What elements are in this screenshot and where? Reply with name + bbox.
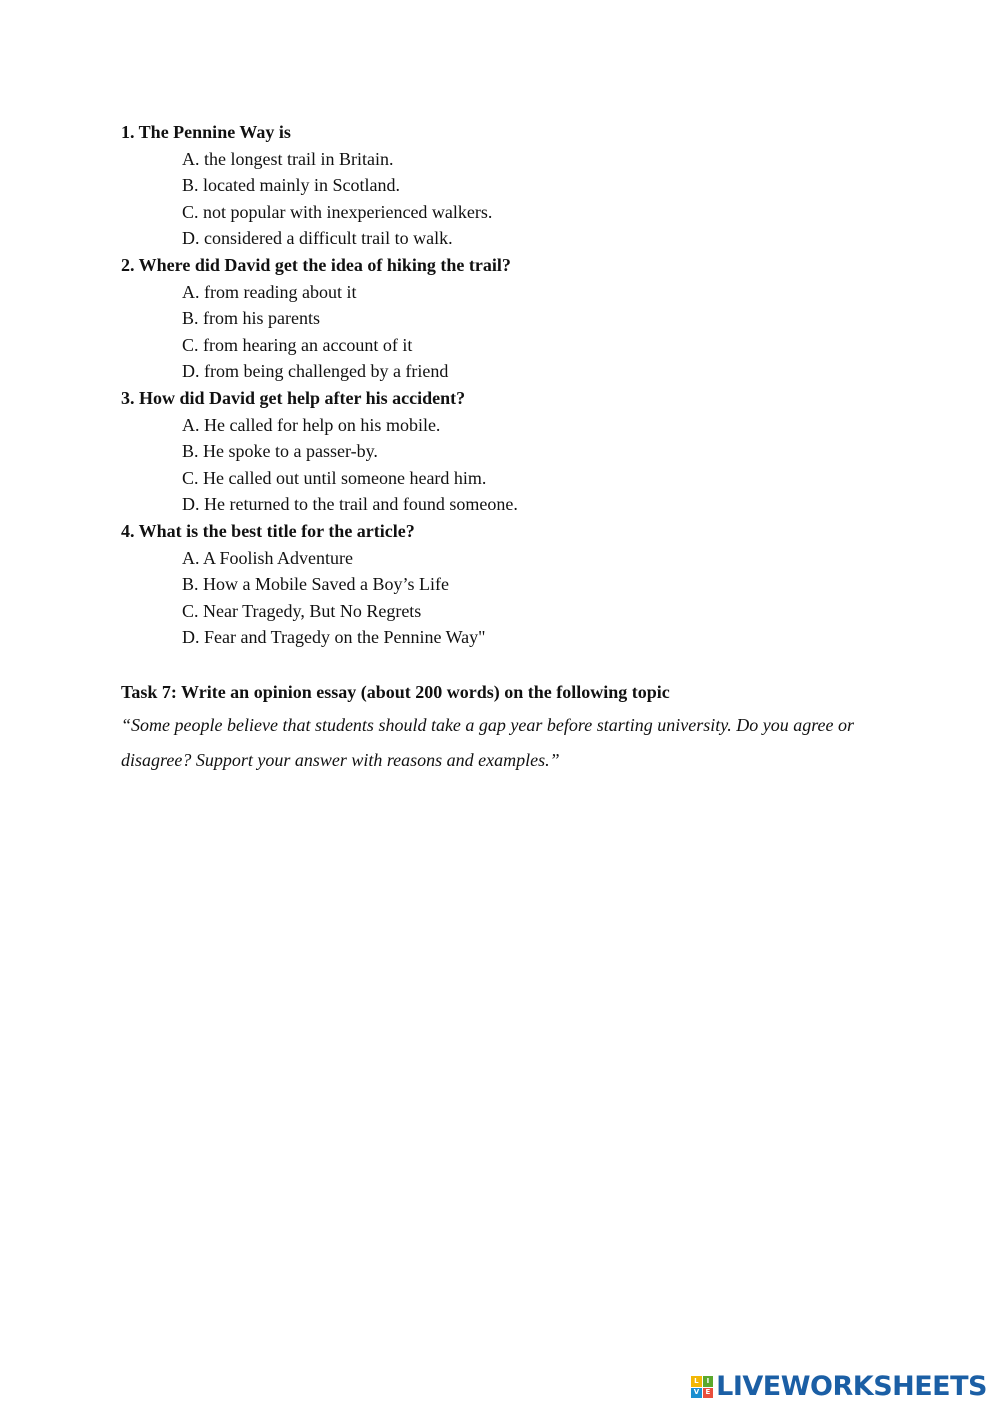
logo-tile: L [691, 1376, 702, 1387]
question-block [121, 518, 901, 651]
logo-tile: I [703, 1376, 714, 1387]
answer-option: A. from reading about it [182, 281, 357, 302]
brand-name: LIVEWORKSHEETS [716, 1371, 987, 1402]
liveworksheets-brand [691, 1372, 987, 1402]
answer-option: A. A Foolish Adventure [182, 547, 354, 568]
question-block [121, 119, 901, 252]
answer-option: C. from hearing an account of it [182, 334, 413, 355]
answer-option: B. How a Mobile Saved a Boy’s Life [182, 574, 449, 595]
liveworksheets-logo-icon [691, 1376, 713, 1398]
answer-option: C. not popular with inexperienced walkers. [182, 201, 493, 222]
answer-option: B. from his parents [182, 308, 320, 329]
answer-option: A. He called for help on his mobile. [182, 414, 441, 435]
answer-option: D. Fear and Tragedy on the Pennine Way" [182, 627, 486, 648]
answer-option: C. Near Tragedy, But No Regrets [182, 600, 422, 621]
answer-option: B. located mainly in Scotland. [182, 175, 400, 196]
question-prompt: 4. What is the best title for the article? [121, 520, 415, 541]
answer-option: B. He spoke to a passer-by. [182, 441, 378, 462]
question-block [121, 252, 901, 385]
answer-option: A. the longest trail in Britain. [182, 148, 394, 169]
task-prompt: “Some people believe that students should take a gap year before starting university. Do you agree or disagree? Support your answer with reasons and examples.” [121, 715, 855, 770]
answer-option: D. He returned to the trail and found someone. [182, 494, 518, 515]
task-title: Task 7: Write an opinion essay (about 200 words) on the following topic [121, 682, 670, 702]
answer-option: C. He called out until someone heard him. [182, 467, 487, 488]
question-list [121, 119, 901, 651]
logo-tile: E [703, 1388, 714, 1399]
question-prompt: 3. How did David get help after his accident? [121, 387, 466, 408]
logo-tile: V [691, 1388, 702, 1399]
question-prompt: 2. Where did David get the idea of hiking the trail? [121, 254, 511, 275]
question-prompt: 1. The Pennine Way is [121, 122, 291, 142]
answer-option: D. considered a difficult trail to walk. [182, 228, 453, 249]
writing-task [121, 679, 911, 778]
question-block [121, 385, 901, 518]
answer-option: D. from being challenged by a friend [182, 361, 449, 382]
